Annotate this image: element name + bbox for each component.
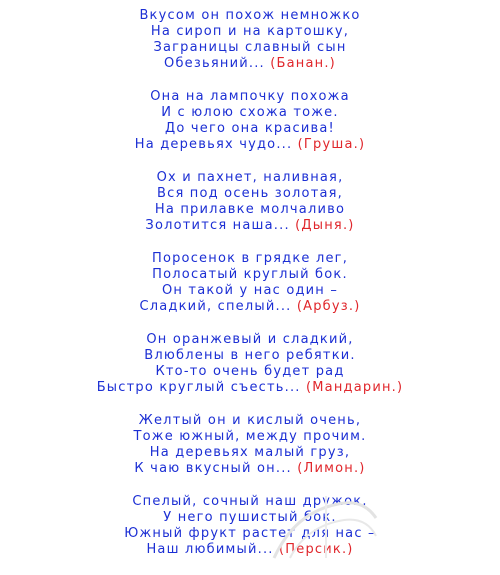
riddle-stanza-7 (0, 494, 500, 558)
riddle-line: Тоже южный, между прочим. (133, 429, 367, 444)
riddle-line: На сироп и на картошку, (150, 24, 350, 39)
riddle-answer: (Лимон.) (297, 461, 366, 476)
riddle-line: Вкусом он похож немножко (139, 8, 361, 23)
riddle-line: И с юлою схожа тоже. (161, 105, 339, 120)
riddle-answer: (Персик.) (279, 542, 354, 557)
riddle-answer: (Дыня.) (295, 218, 355, 233)
riddle-stanza-6 (0, 413, 500, 477)
riddle-line: Ох и пахнет, наливная, (156, 170, 344, 185)
riddle-line: На прилавке молчаливо (154, 202, 346, 217)
riddle-line: Обезьяний... (164, 56, 265, 71)
riddle-line: Он оранжевый и сладкий, (146, 332, 354, 347)
riddle-line: Спелый, сочный наш дружок, (132, 494, 368, 509)
riddle-stanza-2 (0, 89, 500, 153)
riddles-text (0, 8, 500, 575)
riddle-answer: (Банан.) (270, 56, 336, 71)
riddle-answer: (Арбуз.) (296, 299, 361, 314)
riddle-stanza-4 (0, 251, 500, 315)
riddle-answer: (Груша.) (297, 137, 366, 152)
riddle-answer: (Мандарин.) (305, 380, 404, 395)
riddle-line: Вся под осень золотая, (156, 186, 343, 201)
riddle-line: Наш любимый... (146, 542, 274, 557)
riddle-last-line (0, 218, 500, 234)
riddle-last-line (0, 299, 500, 315)
riddle-last-line (0, 461, 500, 477)
riddle-line: На деревьях малый груз, (149, 445, 351, 460)
riddle-line: Южный фрукт растет для нас – (124, 526, 376, 541)
riddle-last-line (0, 542, 500, 558)
riddle-stanza-5 (0, 332, 500, 396)
riddle-stanza-1 (0, 8, 500, 72)
riddle-last-line (0, 56, 500, 72)
riddle-line: Заграницы славный сын (153, 40, 347, 55)
riddle-line: Золотится наша... (145, 218, 290, 233)
riddle-line: Кто-то очень будет рад (155, 364, 345, 379)
riddle-line: Сладкий, спелый... (139, 299, 292, 314)
riddle-line: К чаю вкусный он... (134, 461, 292, 476)
riddle-line: У него пушистый бок. (163, 510, 337, 525)
riddle-line: Полосатый круглый бок. (152, 267, 348, 282)
riddle-stanza-3 (0, 170, 500, 234)
riddle-line: Желтый он и кислый очень, (138, 413, 362, 428)
riddle-last-line (0, 380, 500, 396)
riddle-line: На деревьях чудо... (134, 137, 293, 152)
riddle-line: Поросенок в грядке лег, (151, 251, 349, 266)
riddle-line: До чего она красива! (165, 121, 335, 136)
riddle-last-line (0, 137, 500, 153)
riddle-line: Быстро круглый съесть... (96, 380, 301, 395)
riddle-line: Она на лампочку похожа (150, 89, 350, 104)
riddle-line: Влюблены в него ребятки. (144, 348, 356, 363)
riddle-line: Он такой у нас один – (161, 283, 339, 298)
